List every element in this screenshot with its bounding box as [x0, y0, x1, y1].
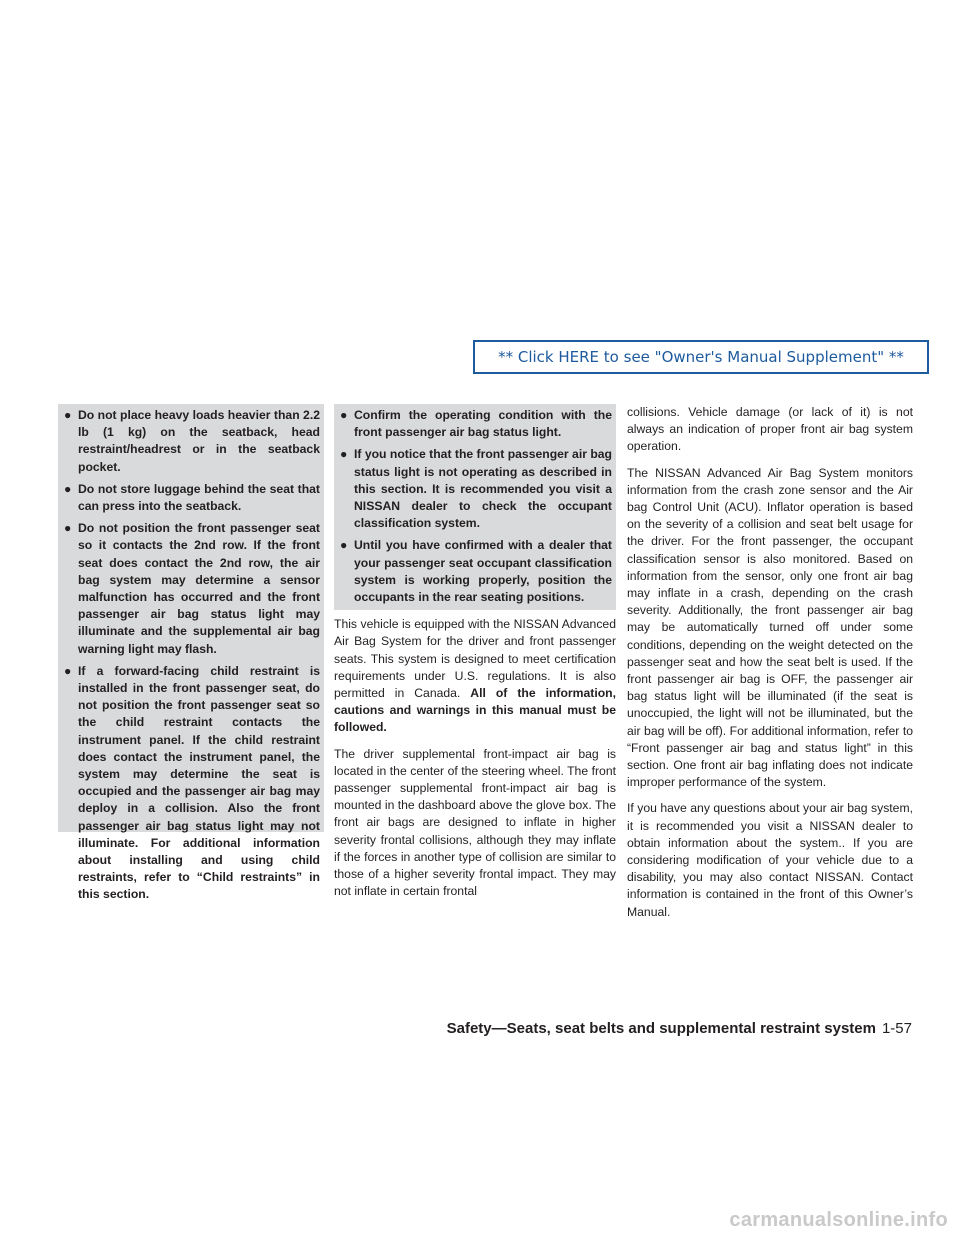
warning-box-col2 — [334, 404, 616, 610]
warning-text: Do not position the front passenger seat so it contacts the 2nd row. If the front seat does contact the 2nd row, the air bag system may determine a sensor malfunction has occurred and the front passenger air bag status light may illuminate and the supplemental air bag warning light may flash. — [78, 521, 320, 656]
warning-text: Do not place heavy loads heavier than 2.2 lb (1 kg) on the seatback, head restraint/headrest or in the seatback pocket. — [78, 408, 320, 474]
warning-item — [62, 520, 320, 658]
warning-text: Until you have confirmed with a dealer that your passenger seat occupant classification system is working properly, position the occupants in the rear seating positions. — [354, 538, 612, 605]
bullet-icon: ● — [340, 538, 348, 553]
warning-item — [338, 537, 612, 606]
warning-item — [62, 481, 320, 515]
body-paragraph — [334, 616, 616, 736]
warning-item — [62, 407, 320, 476]
owners-manual-supplement-link[interactable]: ** Click HERE to see "Owner's Manual Supplement" ** — [473, 340, 929, 374]
warning-box-col1 — [58, 404, 324, 902]
page-number: 1-57 — [881, 1020, 912, 1037]
warning-item — [338, 446, 612, 532]
column-3 — [627, 404, 913, 921]
body-paragraph: If you have any questions about your air bag system, it is recommended you visit a NISSAN dealer to obtain information about the system.. If you are considering modification of your vehicle due to a disability, you may also contact NISSAN. Contact information is contained in the front of this Owner’s Manual. — [627, 801, 913, 919]
section-title: Safety—Seats, seat belts and supplemental restraint system — [446, 1020, 876, 1037]
column-1 — [58, 404, 324, 902]
bullet-icon: ● — [64, 481, 72, 496]
bullet-icon: ● — [64, 663, 72, 678]
bullet-icon: ● — [340, 408, 348, 422]
warning-text: Confirm the operating condition with the front passenger air bag status light. — [354, 408, 612, 440]
warning-item — [338, 407, 612, 441]
body-paragraph: The driver supplemental front-impact air bag is located in the center of the steering wheel. The front passenger supplemental front-impact air bag is mounted in the dashboard above the glove box. The front air bags are designed to inflate in higher severity frontal collisions, although they may inflate if the forces in another type of collision are similar to those of a higher severity frontal impact. They may not inflate in certain frontal — [334, 746, 616, 899]
body-text: This vehicle is equipped with the NISSAN Advanced Air Bag System for the driver and front passenger seats. This system is designed to meet certification requirements under U.S. regulations. It is also permitted in Canada. — [334, 617, 616, 701]
warning-text: Do not store luggage behind the seat that can press into the seatback. — [78, 481, 320, 514]
body-paragraph: collisions. Vehicle damage (or lack of it) is not always an indication of proper front air bag system operation. — [627, 405, 913, 454]
warning-text: If you notice that the front passenger air bag status light is not operating as described in this section. It is recommended you visit a NISSAN dealer to check the occupant classification system. — [354, 447, 613, 531]
bullet-icon: ● — [64, 521, 72, 536]
body-paragraph: The NISSAN Advanced Air Bag System monitors information from the crash zone sensor and the Air bag Control Unit (ACU). Inflator operation is based on the severity of a collision and seat belt usage for the driver. For the front passenger, the occupant classification sensor is also monitored. Based on information from the sensor, only one front air bag may inflate in a crash, depending on the crash severity. Additionally, the front passenger air bag may be automatically turned off under some conditions, depending on the weight detected on the passenger seat and how the seat belt is used. If the front passenger air bag is OFF, the passenger air bag status light will be illuminated (if the seat is unoccupied, the light will not be illuminated, but the air bag will be off). For additional information, refer to “Front passenger air bag and status light” in this section. One front air bag inflating does not indicate improper performance of the system. — [627, 465, 913, 790]
warning-item — [62, 663, 320, 904]
watermark: carmanualsonline.info — [729, 1209, 948, 1231]
bullet-icon: ● — [64, 408, 72, 422]
warning-text: If a forward-facing child restraint is installed in the front passenger seat, do not position the front passenger seat so the child restraint contacts the instrument panel. If the child restraint does contact the instrument panel, the system may determine the seat is occupied and the passenger air bag may deploy in a collision. Also the front passenger air bag status light may not illuminate. For additional information about installing and using child restraints, refer to “Child restraints” in this section. — [78, 663, 320, 902]
page-footer — [447, 1020, 912, 1037]
body-bold-text: All of the information, cautions and warnings in this manual must be followed. — [334, 686, 616, 735]
column-2 — [334, 404, 616, 900]
bullet-icon: ● — [340, 447, 348, 462]
